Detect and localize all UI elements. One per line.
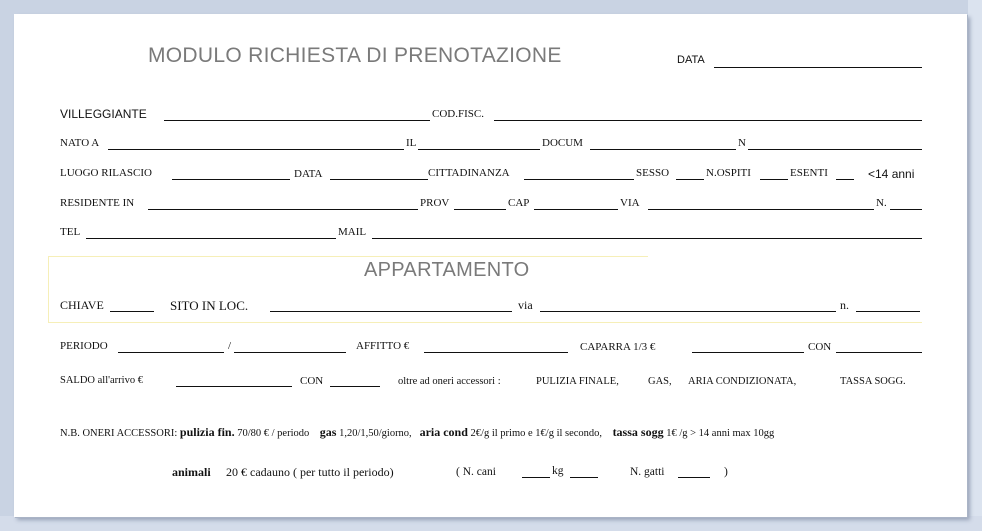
nato-a-field[interactable]: [108, 149, 404, 150]
n-ospiti-field[interactable]: [760, 179, 788, 180]
docum-n-field[interactable]: [748, 149, 922, 150]
n-cani-field[interactable]: [522, 477, 550, 478]
data-rilascio-field[interactable]: [330, 179, 428, 180]
cittadinanza-field[interactable]: [524, 179, 634, 180]
gas-text: GAS,: [648, 376, 672, 387]
saldo-field[interactable]: [176, 386, 292, 387]
luogo-rilascio-label: LUOGO RILASCIO: [60, 167, 152, 179]
n-gatti-field[interactable]: [678, 477, 710, 478]
form-title: MODULO RICHIESTA DI PRENOTAZIONE: [148, 44, 562, 67]
chiave-label: CHIAVE: [60, 298, 104, 312]
il-label: IL: [406, 137, 417, 149]
il-field[interactable]: [418, 149, 540, 150]
tel-label: TEL: [60, 226, 81, 238]
nb-tassa-value: 1€ /g > 14 anni max 10gg: [666, 428, 775, 439]
caparra-field[interactable]: [692, 352, 804, 353]
esenti-field[interactable]: [836, 179, 854, 180]
data-field[interactable]: [714, 67, 922, 68]
guide-line: [48, 256, 49, 322]
periodo-to-field[interactable]: [234, 352, 346, 353]
cap-field[interactable]: [534, 209, 618, 210]
via-field[interactable]: [648, 209, 874, 210]
nb-row: [60, 425, 774, 440]
pulizia-text: PULIZIA FINALE,: [536, 376, 619, 387]
nb-aria-value: 2€/g il primo e 1€/g il secondo,: [470, 428, 603, 439]
animali-label: animali: [172, 465, 211, 479]
periodo-label: PERIODO: [60, 340, 108, 352]
prov-label: PROV: [420, 197, 450, 209]
saldo-con-field[interactable]: [330, 386, 380, 387]
mail-field[interactable]: [372, 238, 922, 239]
saldo-con-label: CON: [300, 375, 324, 387]
n-gatti-label: N. gatti: [630, 466, 665, 478]
appartamento-title: APPARTAMENTO: [364, 259, 530, 281]
sito-label: SITO IN LOC.: [170, 298, 249, 313]
nb-pulizia-value: 70/80 € / periodo: [237, 428, 310, 439]
caparra-label: CAPARRA 1/3 €: [580, 341, 656, 353]
codfisc-label: COD.FISC.: [432, 108, 484, 120]
under-14-label: <14 anni: [868, 167, 915, 181]
caparra-con-label: CON: [808, 341, 832, 353]
esenti-label: ESENTI: [790, 167, 828, 179]
n-cani-label: ( N. cani: [456, 466, 496, 478]
sesso-label: SESSO: [636, 167, 670, 179]
nato-a-label: NATO A: [60, 137, 100, 149]
luogo-rilascio-field[interactable]: [172, 179, 290, 180]
aria-text: ARIA CONDIZIONATA,: [688, 376, 797, 387]
caparra-con-field[interactable]: [836, 352, 922, 353]
docum-n-label: N: [738, 137, 746, 149]
civico-field[interactable]: [890, 209, 922, 210]
saldo-label: SALDO all'arrivo €: [60, 375, 143, 386]
window-bottom-area: [0, 516, 982, 531]
docum-field[interactable]: [590, 149, 736, 150]
app-n-field[interactable]: [856, 311, 920, 312]
cittadinanza-label: CITTADINANZA: [428, 167, 510, 179]
form-page: [14, 14, 967, 517]
kg-field[interactable]: [570, 477, 598, 478]
villeggiante-field[interactable]: [164, 120, 430, 121]
residente-field[interactable]: [148, 209, 418, 210]
sesso-field[interactable]: [676, 179, 704, 180]
cap-label: CAP: [508, 197, 530, 209]
kg-label: kg: [552, 465, 564, 477]
nb-gas-value: 1,20/1,50/giorno,: [339, 428, 412, 439]
app-via-field[interactable]: [540, 311, 836, 312]
nb-aria-bold: aria cond: [419, 425, 468, 439]
affitto-label: AFFITTO €: [356, 340, 410, 352]
guide-line: [48, 322, 922, 323]
app-n-label: n.: [840, 298, 849, 312]
chiave-field[interactable]: [110, 311, 154, 312]
via-label: VIA: [620, 197, 640, 209]
data-label: DATA: [677, 54, 705, 66]
periodo-from-field[interactable]: [118, 352, 224, 353]
prov-field[interactable]: [454, 209, 506, 210]
affitto-field[interactable]: [424, 352, 568, 353]
villeggiante-label: VILLEGGIANTE: [60, 107, 147, 121]
app-via-label: via: [518, 298, 533, 312]
periodo-slash: /: [228, 340, 232, 352]
civico-label: N.: [876, 197, 887, 209]
docum-label: DOCUM: [542, 137, 583, 149]
sito-field[interactable]: [270, 311, 512, 312]
nb-pulizia-bold: pulizia fin.: [179, 425, 235, 439]
animali-price: 20 € cadauno ( per tutto il periodo): [226, 465, 394, 479]
n-ospiti-label: N.OSPITI: [706, 167, 751, 179]
animali-close: ): [724, 466, 728, 478]
tel-field[interactable]: [86, 238, 336, 239]
nb-gas-bold: gas: [319, 425, 337, 439]
data-rilascio-label: DATA: [294, 168, 323, 180]
tassa-text: TASSA SOGG.: [840, 376, 906, 387]
guide-line: [48, 256, 648, 257]
residente-label: RESIDENTE IN: [60, 197, 135, 209]
oltre-text: oltre ad oneri accessori :: [398, 376, 501, 387]
nb-prefix: N.B. ONERI ACCESSORI:: [60, 428, 178, 439]
nb-tassa-bold: tassa sogg: [612, 425, 664, 439]
codfisc-field[interactable]: [494, 120, 922, 121]
window-scroll-area: [968, 0, 982, 531]
mail-label: MAIL: [338, 226, 367, 238]
